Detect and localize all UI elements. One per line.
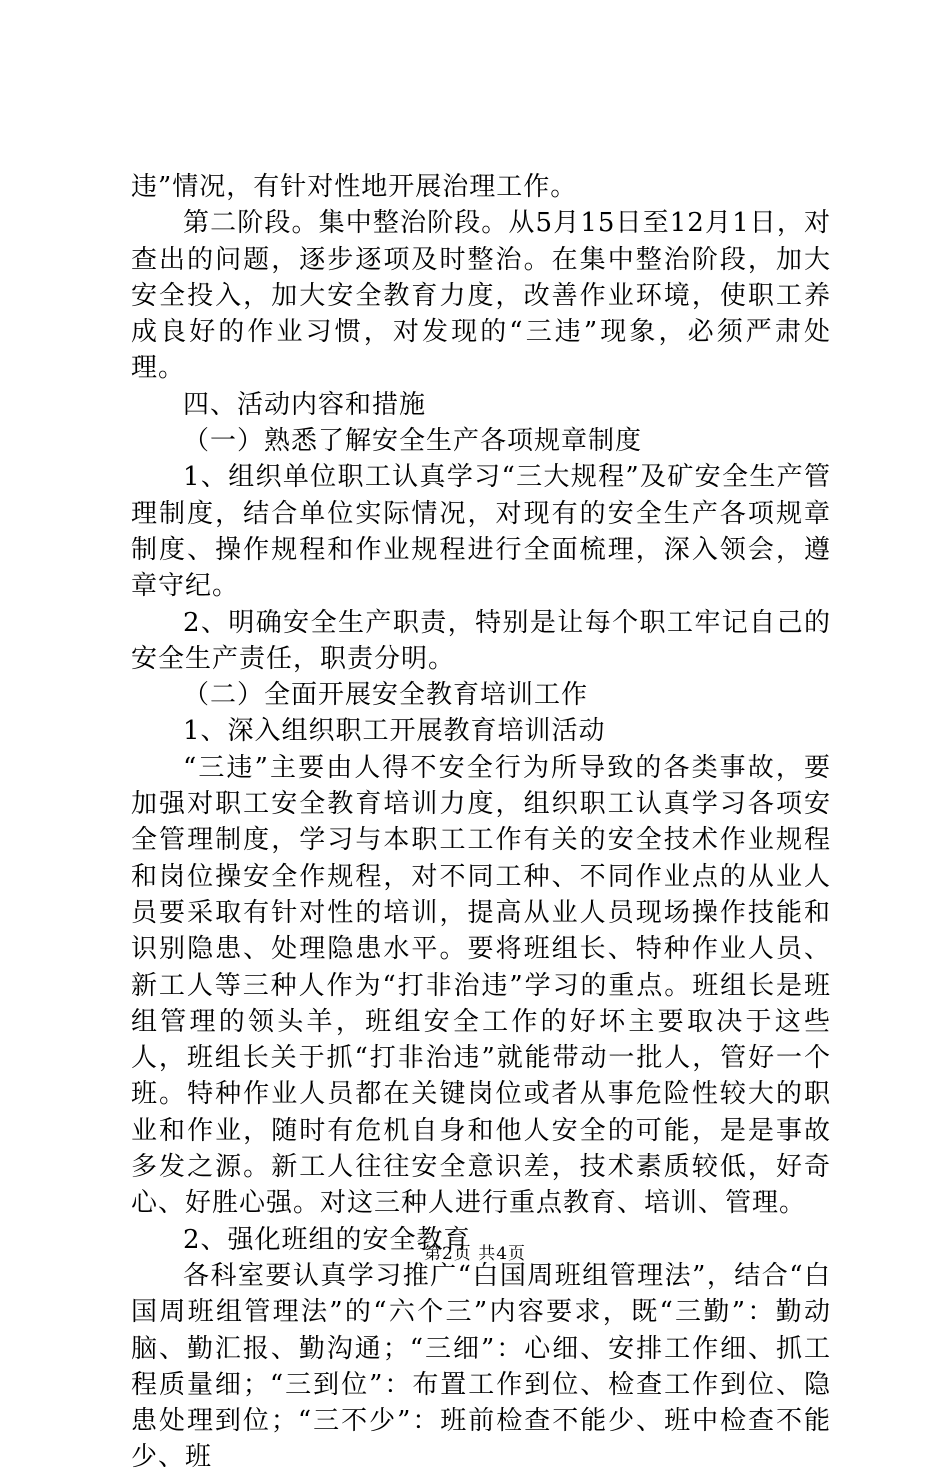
section-heading: 四、活动内容和措施 bbox=[183, 389, 427, 420]
paragraph: 1、组织单位职工认真学习“三大规程”及矿安全生产管理制度，结合单位实际情况，对现有的安全生产各项规章制度、操作规程和作业规程进行全面梳理，深入领会，遵章守纪。 bbox=[131, 462, 831, 602]
paragraph: 第二阶段。集中整治阶段。从5月15日至12月1日，对查出的问题，逐步逐项及时整治。在集中整治阶段，加大安全投入，加大安全教育力度，改善作业环境，使职工养成良好的作业习惯，对发现的“三违”现象，必须严肃处理。 bbox=[131, 208, 831, 384]
paragraph: 违”情况，有针对性地开展治理工作。 bbox=[131, 172, 578, 202]
document-body bbox=[131, 169, 831, 1476]
paragraph: 各科室要认真学习推广“白国周班组管理法”，结合“白国周班组管理法”的“六个三”内容要求，既“三勤”：勤动脑、勤汇报、勤沟通；“三细”：心细、安排工作细、抓工程质量细；“三到位”：布置工作到位、检查工作到位、隐患处理到位；“三不少”：班前检查不能少、班中检查不能少、班 bbox=[131, 1260, 831, 1473]
paragraph: “三违”主要由人得不安全行为所导致的各类事故，要加强对职工安全教育培训力度，组织职工认真学习各项安全管理制度，学习与本职工工作有关的安全技术作业规程和岗位操安全作规程，对不同工种、不同作业点的从业人员要采取有针对性的培训，提高从业人员现场操作技能和识别隐患、处理隐患水平。要将班组长、特种作业人员、新工人等三种人作为“打非治违”学习的重点。班组长是班组管理的领头羊，班组安全工作的好坏主要取决于这些人，班组长关于抓“打非治违”就能带动一批人，管好一个班。特种作业人员都在关键岗位或者从事危险性较大的职业和作业，随时有危机自身和他人安全的可能，是是事故多发之源。新工人往往安全意识差，技术素质较低，好奇心、好胜心强。对这三种人进行重点教育、培训、管理。 bbox=[131, 752, 831, 1219]
item-heading: 1、深入组织职工开展教育培训活动 bbox=[183, 716, 606, 747]
page-number-footer: 第2页 共4页 bbox=[423, 1244, 527, 1264]
subsection-heading: （一）熟悉了解安全生产各项规章制度 bbox=[183, 426, 643, 457]
item-heading: 2、强化班组的安全教育 bbox=[183, 1224, 471, 1255]
paragraph: 2、明确安全生产职责，特别是让每个职工牢记自己的安全生产责任，职责分明。 bbox=[131, 607, 831, 674]
subsection-heading: （二）全面开展安全教育培训工作 bbox=[183, 680, 589, 711]
